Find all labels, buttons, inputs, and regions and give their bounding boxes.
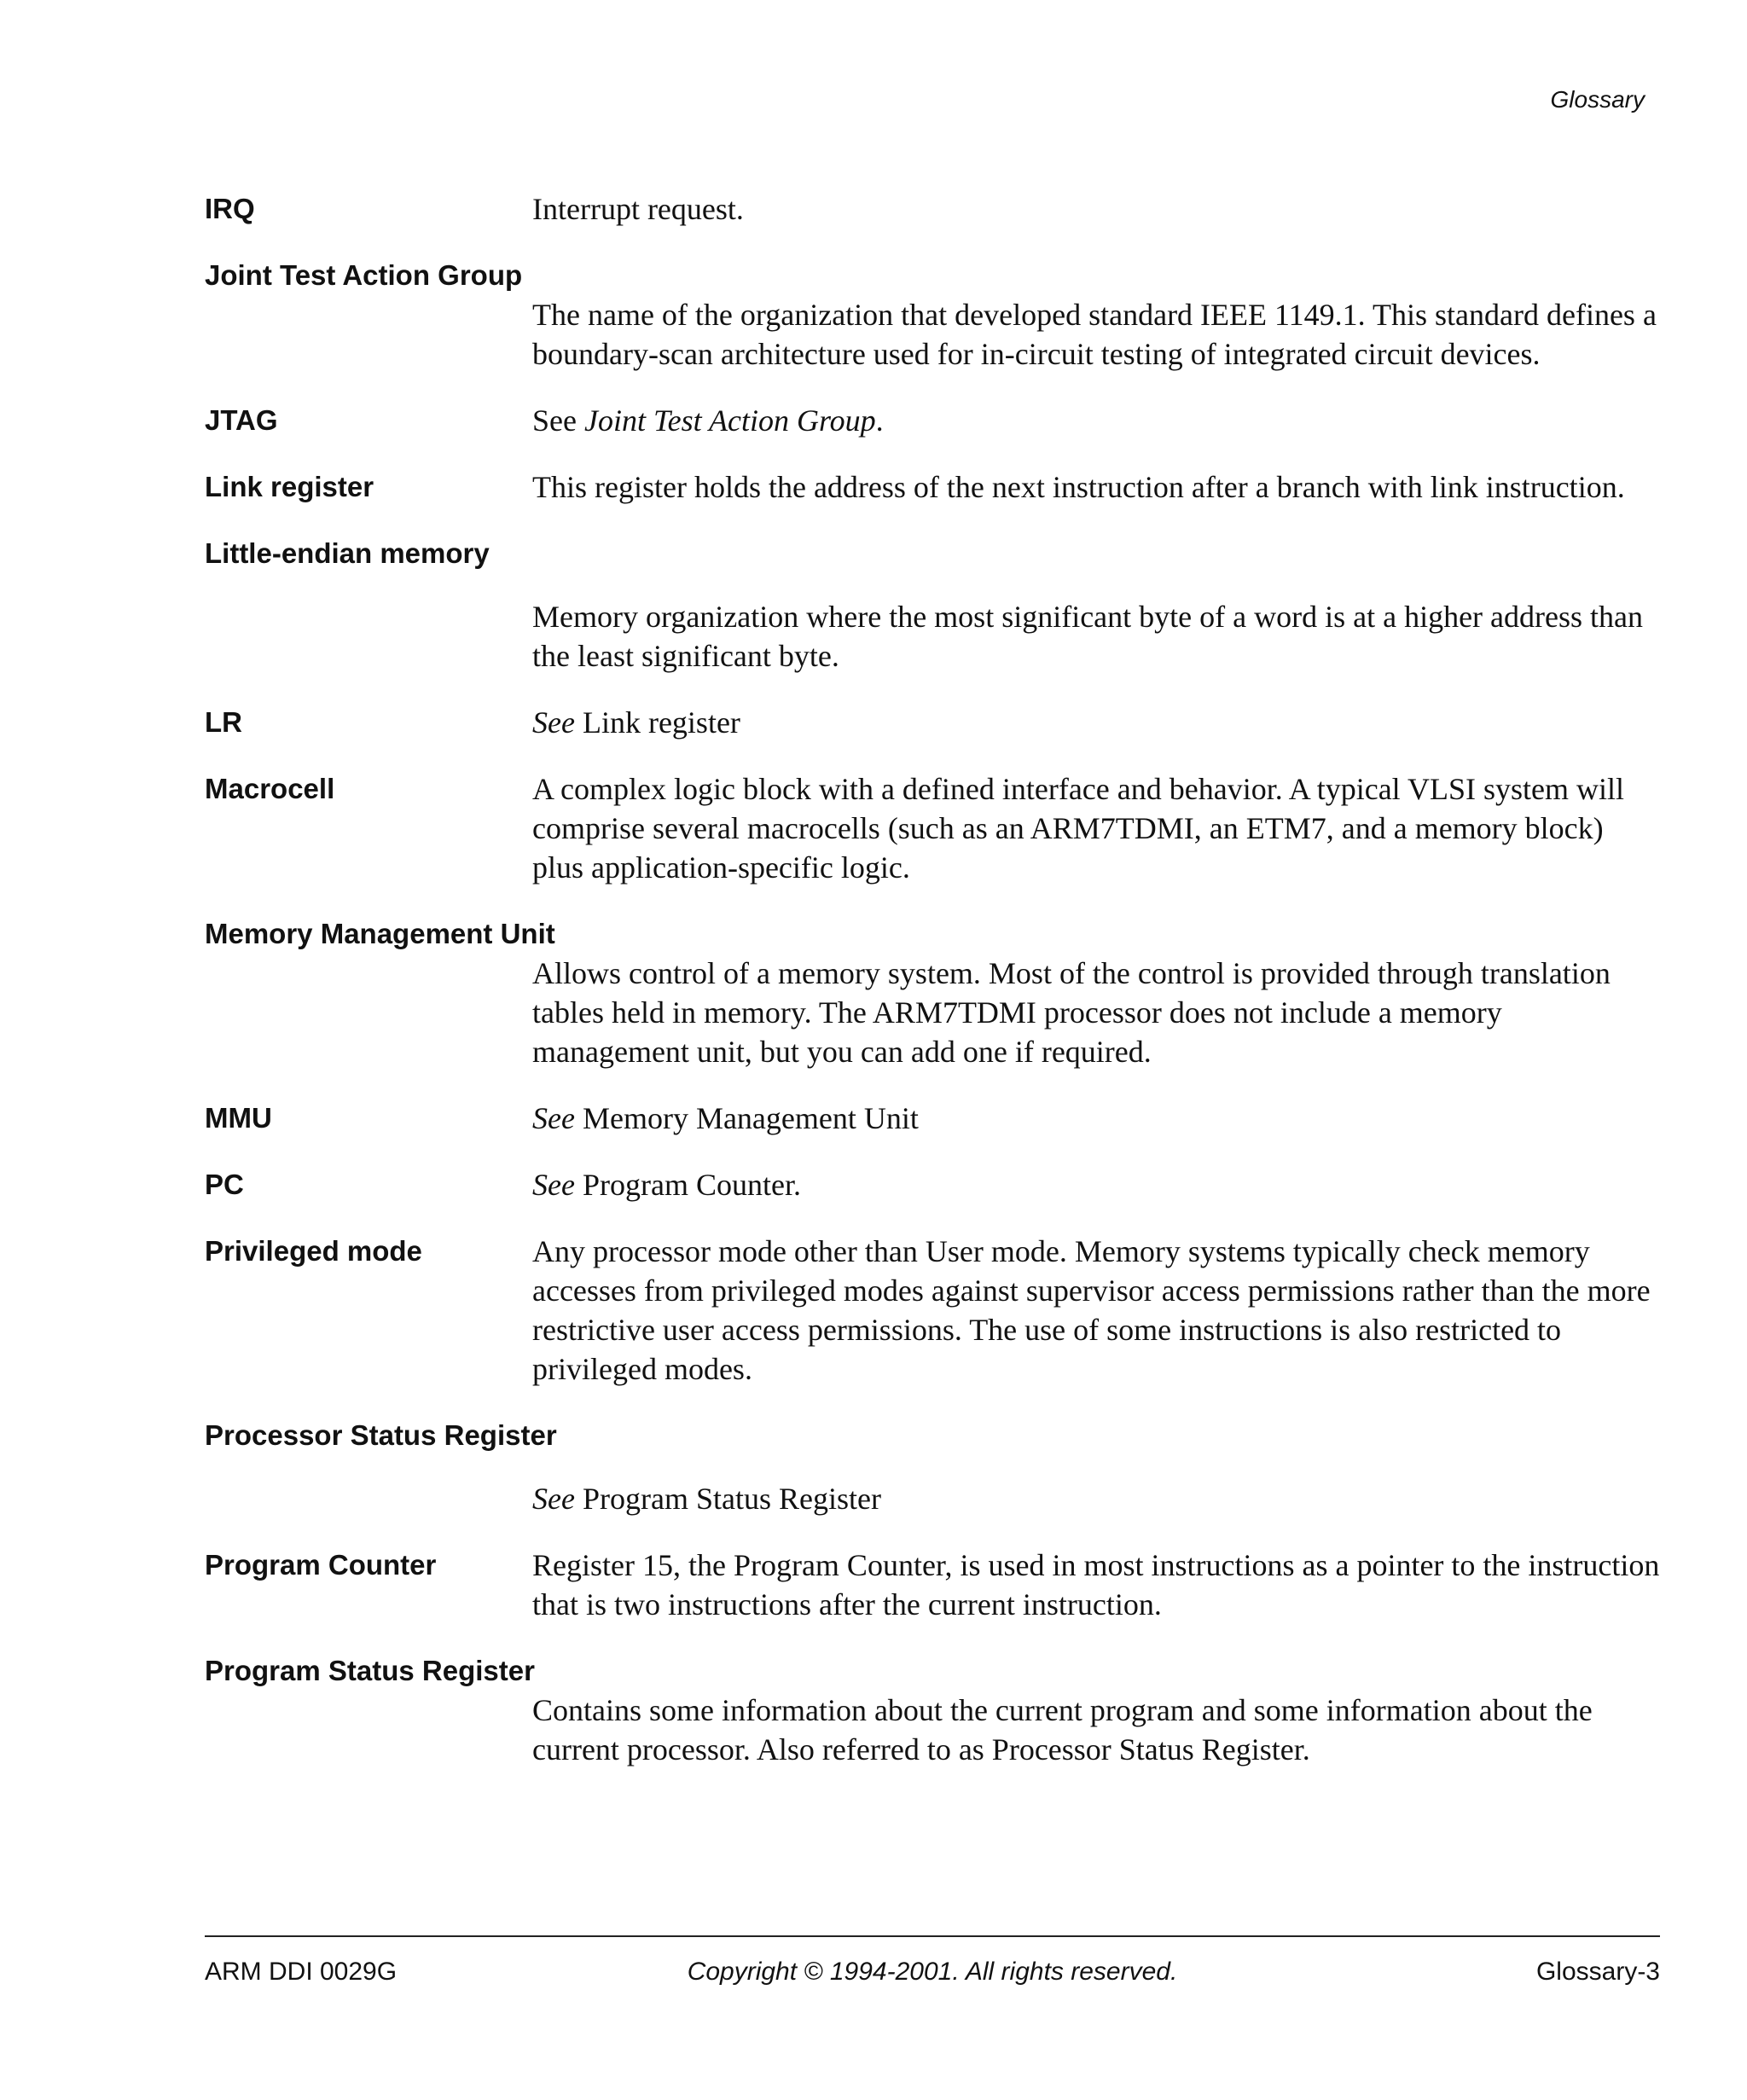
see-label: See <box>532 705 575 740</box>
footer-copyright: Copyright © 1994-2001. All rights reserved. <box>687 1958 1178 1986</box>
cross-reference-link[interactable]: Memory Management Unit <box>582 1101 919 1135</box>
term-lr: LR <box>205 706 242 738</box>
term-program-status-register: Program Status Register <box>205 1655 535 1686</box>
term-mmu: MMU <box>205 1102 272 1134</box>
definition-jtag <box>532 401 1660 440</box>
footer-divider <box>205 1935 1660 1937</box>
term-irq: IRQ <box>205 193 255 224</box>
glossary-entry-jtag <box>205 401 1660 440</box>
definition-irq: Interrupt request. <box>532 192 744 226</box>
glossary-entry-link-register <box>205 467 1660 507</box>
term-little-endian-memory: Little-endian memory <box>205 537 490 569</box>
running-head: Glossary <box>1550 86 1645 113</box>
definition-privileged-mode: Any processor mode other than User mode. Memory systems typically check memory accesses from privileged modes against supervisor access permissions rather than the more restrictive user access permissions. The use of some instructions is also restricted to privileged modes. <box>532 1234 1651 1386</box>
term-jtag: JTAG <box>205 404 278 436</box>
definition-pc <box>532 1165 1660 1204</box>
cross-reference-link[interactable]: Program Status Register <box>582 1482 881 1516</box>
definition-lr <box>532 703 1660 742</box>
term-joint-test-action-group: Joint Test Action Group <box>205 259 523 291</box>
glossary-entry-macrocell <box>205 769 1660 887</box>
definition-little-endian-memory: Memory organization where the most significant byte of a word is at a higher address than the least significant byte. <box>532 600 1643 673</box>
term-processor-status-register: Processor Status Register <box>205 1419 557 1451</box>
see-label: See <box>532 1101 575 1135</box>
definition-macrocell: A complex logic block with a defined interface and behavior. A typical VLSI system will comprise several macrocells (such as an ARM7TDMI, an ETM7, and a memory block) plus application-specific logic. <box>532 772 1625 885</box>
glossary-entry-mmu <box>205 1099 1660 1138</box>
glossary-entry-program-status-register <box>205 1651 1660 1769</box>
footer-document-id: ARM DDI 0029G <box>205 1958 398 1986</box>
glossary-entry-irq <box>205 189 1660 229</box>
glossary-entry-lr <box>205 703 1660 742</box>
definition-suffix: . <box>875 403 884 438</box>
see-label: See <box>532 403 577 438</box>
term-link-register: Link register <box>205 471 374 502</box>
term-macrocell: Macrocell <box>205 773 335 804</box>
glossary-entry-processor-status-register <box>205 1416 1660 1518</box>
definition-joint-test-action-group: The name of the organization that developed standard IEEE 1149.1. This standard defines a boundary-scan architecture used for in-circuit testing of integrated circuit devices. <box>532 298 1657 371</box>
glossary-entry-joint-test-action-group <box>205 256 1660 374</box>
definition-link-register: This register holds the address of the next instruction after a branch with link instruction. <box>532 470 1625 504</box>
cross-reference-link[interactable]: Joint Test Action Group <box>583 403 876 438</box>
cross-reference-link[interactable]: Program Counter. <box>582 1168 801 1202</box>
glossary-entry-program-counter <box>205 1546 1660 1624</box>
term-pc: PC <box>205 1169 244 1200</box>
glossary-list <box>205 189 1660 1796</box>
page-footer <box>205 1955 1660 1989</box>
definition-memory-management-unit: Allows control of a memory system. Most of the control is provided through translation tables held in memory. The ARM7TDMI processor does not include a memory management unit, but you can add one if required. <box>532 956 1611 1069</box>
term-program-counter: Program Counter <box>205 1549 437 1581</box>
glossary-entry-little-endian-memory <box>205 534 1660 676</box>
glossary-entry-privileged-mode <box>205 1232 1660 1389</box>
cross-reference-link[interactable]: Link register <box>582 705 740 740</box>
definition-program-status-register: Contains some information about the current program and some information about the current processor. Also referred to as Processor Status Register. <box>532 1693 1593 1766</box>
glossary-entry-pc <box>205 1165 1660 1204</box>
see-label: See <box>532 1482 575 1516</box>
see-label: See <box>532 1168 575 1202</box>
term-memory-management-unit: Memory Management Unit <box>205 918 555 949</box>
term-privileged-mode: Privileged mode <box>205 1235 422 1267</box>
footer-page-number: Glossary-3 <box>1535 1958 1660 1986</box>
definition-program-counter: Register 15, the Program Counter, is used in most instructions as a pointer to the instruction that is two instructions after the current instruction. <box>532 1548 1660 1621</box>
glossary-entry-memory-management-unit <box>205 914 1660 1071</box>
definition-mmu <box>532 1099 1660 1138</box>
definition-processor-status-register <box>532 1479 1660 1518</box>
